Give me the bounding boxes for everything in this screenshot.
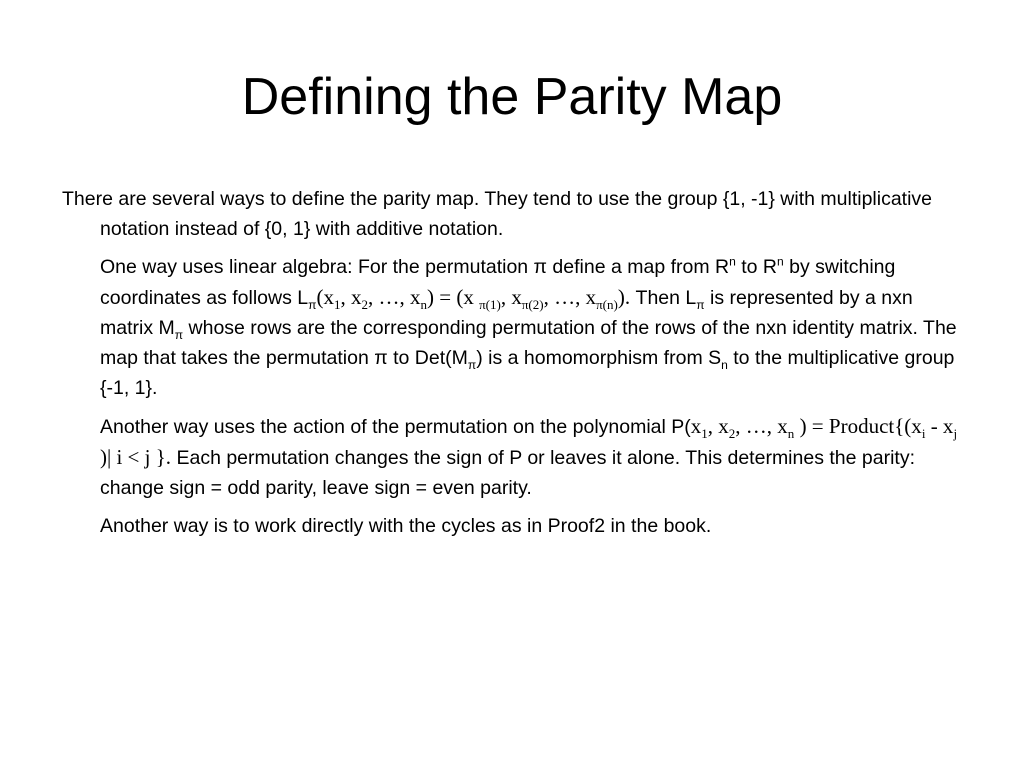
subscript: π [467,357,477,372]
math-text: ). [617,285,631,309]
subscript: 1 [701,426,708,442]
text: Each permutation changes the sign of P or leaves it alone. This determines the parity: change sign = odd parity, leave sign = even parity. [100,447,915,499]
paragraph-cycles [100,511,962,541]
subscript: n [721,357,728,372]
paragraph-intro [62,184,962,244]
math-text: , x [340,285,362,309]
math-text: , …, x [543,285,597,309]
paragraph-linear-algebra [100,252,962,403]
subscript: n [787,426,795,442]
text: whose rows are the corresponding permutation of the rows of the nxn identity matrix. The map that takes the permutation π to Det(M [100,317,957,369]
slide-title: Defining the Parity Map [241,68,783,126]
math-text: , x [707,414,729,438]
subscript: 1 [333,297,341,313]
math-text: , …, x [735,414,788,438]
subscript: π(1) [479,297,501,313]
text: One way uses linear algebra: For the permutation π define a map from R [100,256,730,278]
math-expression [316,285,631,313]
text: Then L [630,287,697,309]
math-text: ) = (x [427,285,480,309]
math-text: )| i < j }. [100,445,172,469]
math-text: , …, x [368,285,421,309]
subscript: 2 [361,297,368,313]
math-text: (x [316,285,334,309]
text: ) is a homomorphism from S [476,347,722,369]
text: to R [735,256,778,278]
subscript: j [953,426,958,442]
paragraph-polynomial [100,411,962,503]
subscript: 2 [728,426,736,442]
subscript: π(2) [521,297,544,313]
superscript: n [777,254,784,269]
math-text: x [690,414,702,438]
subscript: n [420,297,428,313]
paragraph-cycles-text: Another way is to work directly with the cycles as in Proof2 in the book. [100,515,712,537]
math-text: ) = Product{(x [794,414,922,438]
subscript: π [308,297,317,312]
subscript: i [921,426,926,442]
superscript: n [729,254,736,269]
subscript: π [174,327,184,342]
text: is represented by a nxn matrix M [100,287,913,339]
paragraph-intro-text: There are several ways to define the parity map. They tend to use the group {1, -1} with multiplicative notation instead of {0, 1} with additive notation. [62,188,933,240]
subscript: π [696,297,705,312]
slide-body [62,184,962,541]
text: to the multiplicative group {-1, 1}. [100,347,955,399]
text: by switching coordinates as follows L [100,256,896,309]
text: Another way uses the action of the permutation on the polynomial P( [100,416,691,438]
math-text: - x [925,414,954,438]
subscript: π(n) [596,297,618,313]
math-text: , x [500,285,522,309]
